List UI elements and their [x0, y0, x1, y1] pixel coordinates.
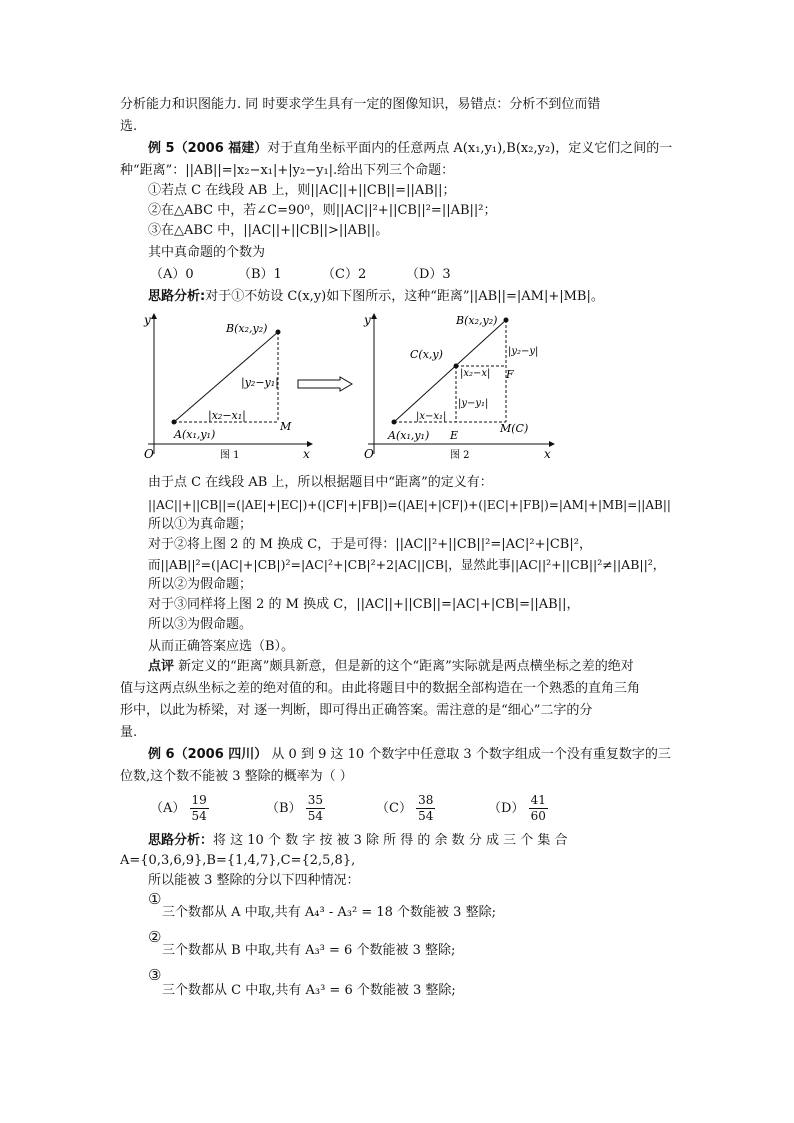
example-5-text: 对于直角坐标平面内的任意两点 A(x₁,y₁),B(x₂,y₂)，定义它们之间的一	[267, 141, 673, 156]
figure-2-caption: 图 2	[450, 450, 470, 461]
analysis-6-text: 将 这 10 个 数 字 按 被 3 除 所 得 的 余 数 分 成 三 个 集 合	[213, 833, 568, 848]
case-1-text: 三个数都从 A 中取,共有 A₄³ - A₃² = 18 个数能被 3 整除;	[162, 905, 496, 920]
solution-line: 所以②为假命题；	[148, 577, 253, 592]
solution-line: 对于③同样将上图 2 的 M 换成 C，||AC||+||CB||=|AC|+|CB|=||AB||，	[148, 597, 580, 612]
case-3-text: 三个数都从 C 中取,共有 A₃³ = 6 个数能被 3 整除;	[162, 983, 456, 998]
comment-text: 新定义的“距离”颇具新意，但是新的这个“距离”实际就是两点横坐标之差的绝对	[178, 659, 634, 674]
label-a: A(x₁,y₁)	[388, 429, 430, 442]
point-a	[392, 420, 397, 425]
numerator: 41	[530, 793, 546, 807]
option-d: （D）3	[406, 267, 451, 282]
analysis-header	[148, 288, 604, 306]
case-2-marker: ②	[148, 928, 162, 946]
label-c: C(x,y)	[410, 348, 443, 361]
comment-line: 量.	[120, 725, 138, 740]
label-y-y1: |y−y₁|	[458, 398, 489, 409]
case-3-marker: ③	[148, 966, 162, 984]
fraction-option-c	[376, 792, 435, 826]
origin-label: O	[364, 447, 374, 461]
analysis-6-header	[148, 832, 567, 850]
solution-line: 对于②将上图 2 的 M 换成 C，于是可得：||AC||²+||CB||²=|AC|²+|CB|²，	[148, 537, 592, 552]
label-vertical: |y₂−y₁|	[241, 376, 279, 389]
label-y2-y: |y₂−y|	[508, 346, 539, 357]
option-c: （C）2	[322, 267, 367, 282]
example-5-header	[148, 140, 672, 158]
analysis-label: 思路分析:	[148, 289, 206, 304]
figure-1-caption: 图 1	[220, 450, 240, 461]
example-6-header	[148, 746, 671, 764]
text-line: 种“距离”：||AB||=|x₂−x₁|+|y₂−y₁|.给出下列三个命题：	[120, 163, 455, 178]
label-b: B(x₂,y₂)	[456, 314, 498, 327]
analysis-text: 对于①不妨设 C(x,y)如下图所示，这种“距离”||AB||=|AM|+|MB|。	[205, 289, 604, 304]
figure-1	[140, 312, 320, 462]
denominator: 60	[530, 809, 546, 823]
fraction	[529, 793, 548, 824]
analysis-6-line: A={0,3,6,9},B={1,4,7},C={2,5,8},	[120, 853, 356, 868]
question-text: 其中真命题的个数为	[148, 245, 266, 260]
analysis-6-label: 思路分析：	[148, 833, 214, 848]
proposition-2: ②在△ABC 中，若∠C=90⁰，则||AC||²+||CB||²=||AB||²；	[148, 203, 497, 218]
denominator: 54	[307, 809, 323, 823]
text-line: 分析能力和识图能力. 同 时要求学生具有一定的图像知识，易错点：分析不到位而错	[120, 97, 601, 112]
proposition-3: ③在△ABC 中，||AC||+||CB||>||AB||。	[148, 223, 389, 238]
comment-label: 点评	[148, 659, 175, 674]
point-c	[454, 364, 459, 369]
fraction-option-b	[266, 792, 325, 826]
double-arrow-icon	[296, 376, 354, 392]
option-label: （B）	[266, 801, 302, 816]
fraction-option-a	[150, 792, 209, 826]
label-x-x1: |x−x₁|	[416, 411, 447, 422]
point-a	[172, 420, 177, 425]
fraction-option-d	[488, 792, 548, 826]
denominator: 54	[191, 809, 207, 823]
label-m: M	[280, 420, 292, 433]
example-5-label: 例 5（2006 福建）	[148, 141, 268, 156]
y-axis-label: y	[364, 313, 371, 327]
fraction	[190, 793, 209, 824]
analysis-6-line: 所以能被 3 整除的分以下四种情况：	[148, 873, 360, 888]
option-label: （D）	[488, 801, 525, 816]
solution-line: 由于点 C 在线段 AB 上，所以根据题目中“距离”的定义有：	[148, 475, 493, 490]
example-6-text: 从 0 到 9 这 10 个数字中任意取 3 个数字组成一个没有重复数字的三	[271, 747, 671, 762]
point-b	[276, 330, 281, 335]
point-b	[504, 318, 509, 323]
label-b: B(x₂,y₂)	[226, 322, 268, 335]
solution-line: ||AC||+||CB||=(|AE|+|EC|)+(|CF|+|FB|)=(|AE|+|CF|)+(|EC|+|FB|)=|AM|+|MB|=||AB||	[148, 498, 671, 512]
numerator: 19	[191, 793, 207, 807]
label-m: M(C)	[500, 422, 529, 435]
y-axis-label: y	[144, 313, 151, 327]
solution-line: 所以①为真命题；	[148, 517, 253, 532]
text-line: 选.	[120, 119, 138, 134]
denominator: 54	[418, 809, 434, 823]
proposition-1: ①若点 C 在线段 AB 上，则||AC||+||CB||=||AB||；	[148, 183, 456, 198]
fraction	[306, 793, 325, 824]
comment-line: 形中，以此为桥梁，对 逐一判断，即可得出正确答案。需注意的是“细心”二字的分	[120, 703, 593, 718]
fraction	[416, 793, 435, 824]
solution-line: 从而正确答案应选（B）。	[148, 639, 295, 654]
label-horizontal: |x₂−x₁|	[208, 409, 246, 422]
solution-line: 而||AB||²=(|AC|+|CB|)²=|AC|²+|CB|²+2|AC||CB|，显然此事||AC||²+||CB||²≠||AB||²，	[148, 557, 666, 572]
numerator: 35	[307, 793, 323, 807]
x-axis-label: x	[544, 447, 551, 461]
origin-label: O	[144, 447, 154, 461]
numerator: 38	[418, 793, 434, 807]
label-e: E	[450, 429, 459, 442]
example-6-line: 位数,这个数不能被 3 整除的概率为（ ）	[120, 769, 353, 784]
example-6-label: 例 6（2006 四川）	[148, 747, 268, 762]
option-b: （B）1	[238, 267, 282, 282]
case-1-marker: ①	[148, 890, 162, 908]
solution-line: 所以③为假命题。	[148, 617, 253, 632]
figure-2	[360, 312, 560, 462]
option-label: （A）	[150, 801, 186, 816]
label-x2-x: |x₂−x|	[460, 368, 491, 379]
x-axis-label: x	[303, 447, 310, 461]
comment-header	[148, 658, 634, 676]
comment-line: 值与这两点纵坐标之差的绝对值的和。由此将题目中的数据全部构造在一个熟悉的直角三角	[120, 681, 641, 696]
case-2-text: 三个数都从 B 中取,共有 A₃³ = 6 个数能被 3 整除;	[162, 943, 456, 958]
option-a: （A）0	[150, 267, 194, 282]
label-a: A(x₁,y₁)	[174, 428, 216, 441]
option-label: （C）	[376, 801, 412, 816]
label-f: F	[506, 368, 514, 381]
